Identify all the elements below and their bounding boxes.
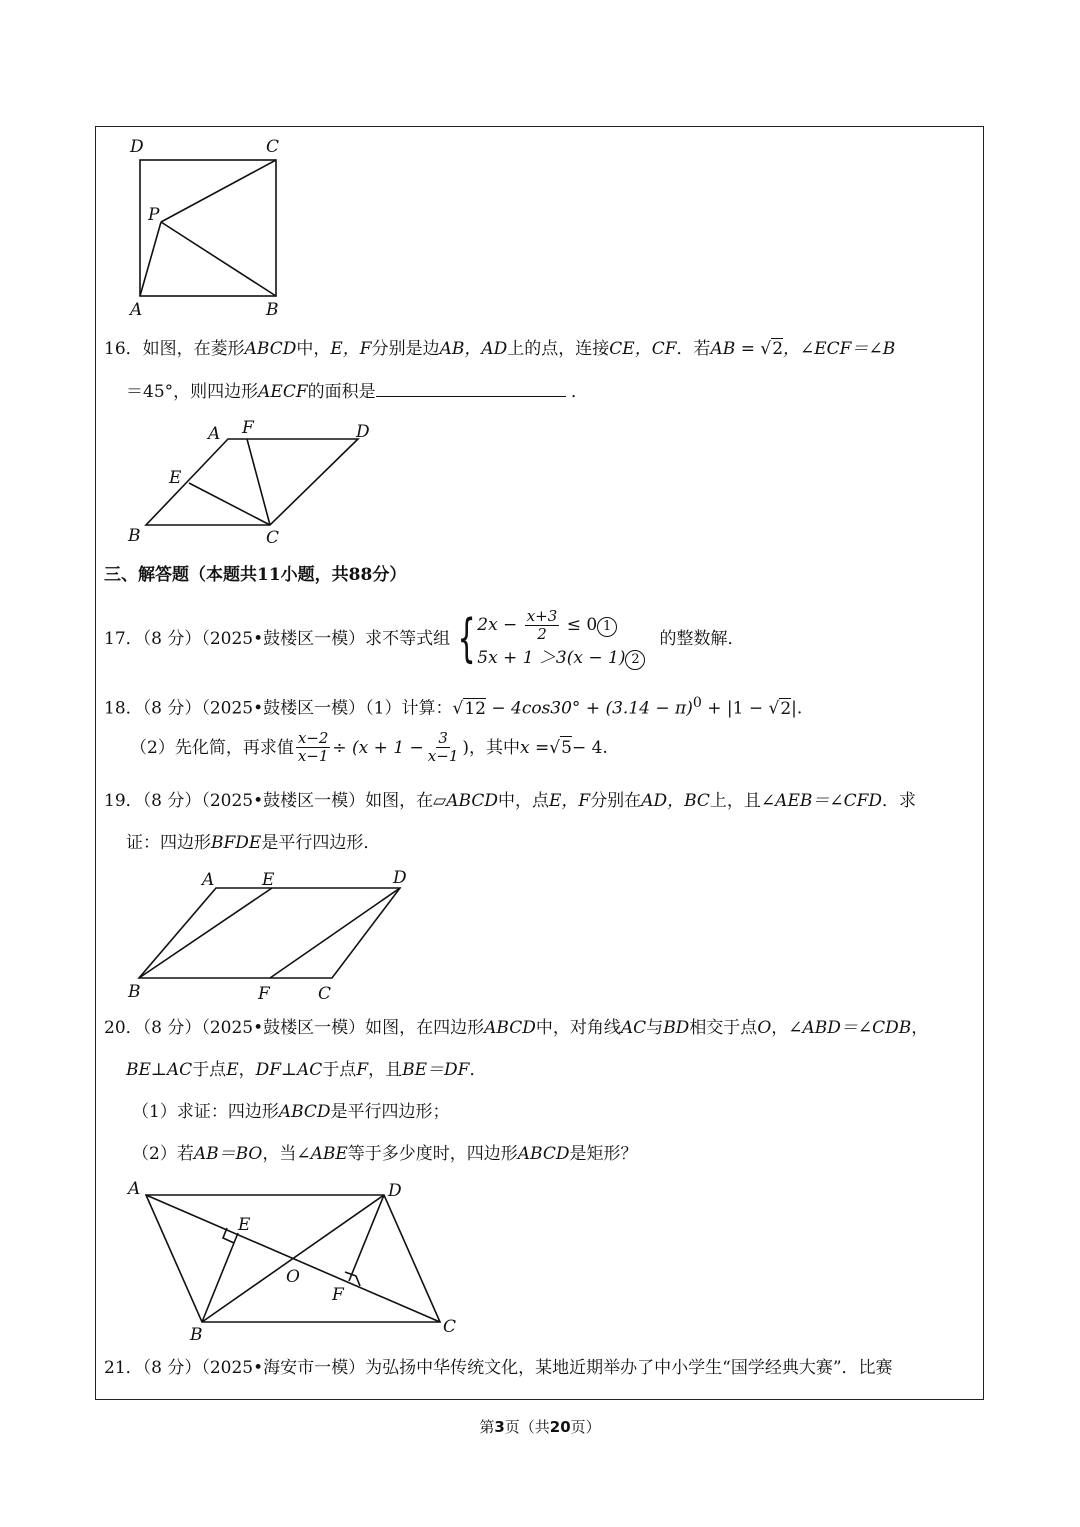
label-e: E [238,1215,251,1235]
figure-q19 [122,866,422,1006]
square-abcd [140,160,276,296]
segment-pc [161,160,276,222]
figure-q20 [122,1174,472,1344]
page-footer: 第3页（共20页） [479,1418,601,1436]
answer-blank[interactable] [376,380,566,397]
label-p: P [148,205,160,225]
q20-line2: BE⊥AC于点E，DF⊥AC于点F，且BE＝DF． [126,1060,487,1080]
label-e: E [169,468,182,488]
label-b: B [128,982,141,1002]
section-heading: 三、解答题（本题共11小题，共88分） [104,565,407,585]
q20-part1: （1）求证：四边形ABCD是平行四边形； [132,1102,450,1122]
label-c: C [318,984,332,1004]
q18-part1: 18．（8 分）（2025•鼓楼区一模）（1）计算：$√12 - 4\cos 30^\circ + (3.14 - \pi)^0 + |1 - √2|$. [104,695,803,719]
q20-line1: 20．（8 分）（2025•鼓楼区一模）如图，在四边形ABCD中，对角线AC与BD相交于点O，∠ABD＝∠CDB， [104,1018,929,1038]
label-c: C [443,1317,457,1337]
label-b: B [266,300,279,320]
q18-part2: （2）先化简，再求值 $\frac{x-2}{x-1}$ ÷ (x + 1 − $\frac{3}{x-1}$ )，其中 x = √ 5 − 4. [130,729,608,765]
label-f: F [332,1285,344,1305]
label-b: B [190,1325,203,1344]
q19-line1: 19．（8 分）（2025•鼓楼区一模）如图，在▱ABCD中，点E，F分别在AD，BC上，且∠AEB＝∠CFD．求 [104,791,917,811]
label-d: D [388,1181,402,1201]
segment-pb [161,222,276,296]
parallelogram-abcd [139,888,400,978]
label-c: C [266,528,280,548]
segment-fd [270,888,400,978]
label-a: A [128,1179,141,1199]
label-c: C [266,137,280,157]
q21-line1: 21．（8 分）（2025•海安市一模）为弘扬中华传统文化，某地近期举办了中小学生“国学经典大赛”．比赛 [104,1358,893,1378]
label-d: D [130,137,144,157]
diagonal-bd [202,1195,384,1322]
q16-line1: 16．如图，在菱形ABCD中，E，F分别是边AB，AD上的点，连接CE，CF．若AB = √2，∠ECF＝∠B [104,339,896,359]
label-f: F [242,418,254,438]
label-d: D [393,868,407,888]
q19-line2: 证：四边形BFDE是平行四边形． [126,833,381,853]
segment-fc [247,439,270,525]
inequality-system: { 2x − $\frac{x+3}{2}$ ≤ 0 1 5x + 1 ＞3(x − 1) 2 [450,608,645,670]
q17: 17．（8 分）（2025•鼓楼区一模）求不等式组 { 2x − $\frac{x+3}{2}$ ≤ 0 1 5x + 1 ＞3(x − 1) 2 的整数解． [104,607,745,669]
label-a: A [208,424,221,444]
label-a: A [130,300,143,320]
q20-part2: （2）若AB＝BO，当∠ABE等于多少度时，四边形ABCD是矩形？ [132,1144,638,1164]
figure-q16 [122,415,382,550]
q16-line2: ＝45°，则四边形AECF的面积是 ． [126,382,589,402]
label-o: O [286,1267,300,1287]
segment-pa [140,222,161,296]
label-f: F [258,984,270,1004]
label-d: D [356,422,370,442]
figure-q15 [120,132,300,322]
label-b: B [128,526,141,546]
segment-ec [189,483,270,525]
label-a: A [202,870,215,890]
label-e: E [262,870,275,890]
